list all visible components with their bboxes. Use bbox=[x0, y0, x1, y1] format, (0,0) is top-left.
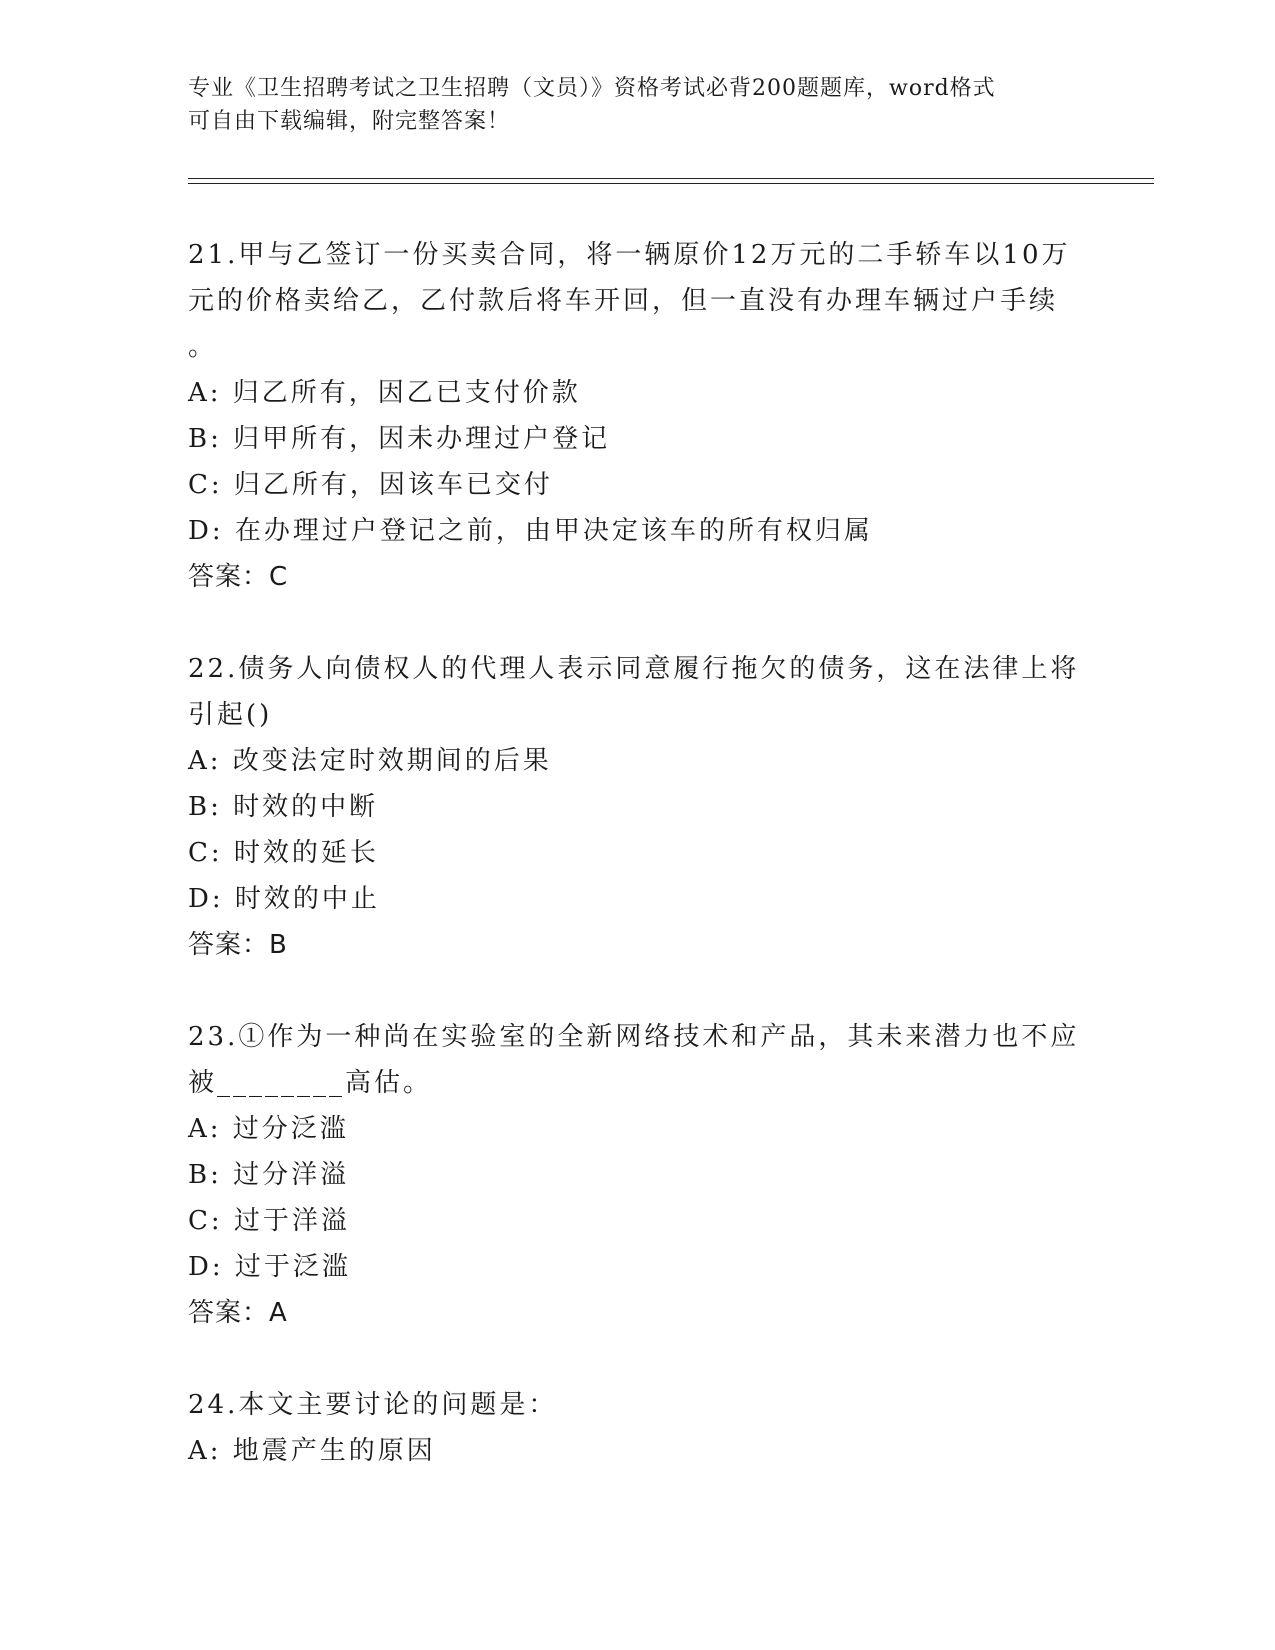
header-divider-top bbox=[188, 178, 1154, 179]
question-stem: 被________高估。 bbox=[188, 1068, 433, 1098]
option-a: A: 改变法定时效期间的后果 bbox=[188, 746, 552, 776]
option-c: C: 过于洋溢 bbox=[188, 1206, 350, 1236]
answer-label: 答案：C bbox=[188, 562, 289, 592]
option-d: D: 过于泛滥 bbox=[188, 1252, 351, 1282]
question-stem: 23.①作为一种尚在实验室的全新网络技术和产品，其未来潜力也不应 bbox=[188, 1022, 1080, 1052]
question-stem: 。 bbox=[188, 332, 218, 362]
header-line: 专业《卫生招聘考试之卫生招聘（文员）》资格考试必背200题题库，word格式 bbox=[188, 76, 996, 101]
option-d: D: 在办理过户登记之前，由甲决定该车的所有权归属 bbox=[188, 516, 873, 546]
question-21 bbox=[188, 232, 1108, 600]
question-stem: 22.债务人向债权人的代理人表示同意履行拖欠的债务，这在法律上将 bbox=[188, 654, 1080, 684]
question-stem: 24.本文主要讨论的问题是： bbox=[188, 1390, 558, 1420]
document-header bbox=[188, 72, 1088, 138]
option-b: B: 归甲所有，因未办理过户登记 bbox=[188, 424, 611, 454]
question-stem: 元的价格卖给乙，乙付款后将车开回，但一直没有办理车辆过户手续 bbox=[188, 286, 1059, 316]
question-24 bbox=[188, 1382, 1108, 1474]
option-c: C: 归乙所有，因该车已交付 bbox=[188, 470, 553, 500]
question-stem: 21.甲与乙签订一份买卖合同，将一辆原价12万元的二手轿车以10万 bbox=[188, 240, 1071, 270]
header-line: 可自由下载编辑，附完整答案！ bbox=[188, 109, 511, 134]
option-a: A: 归乙所有，因乙已支付价款 bbox=[188, 378, 581, 408]
answer-label: 答案：A bbox=[188, 1298, 288, 1328]
option-d: D: 时效的中止 bbox=[188, 884, 380, 914]
question-list bbox=[188, 232, 1108, 1520]
question-stem: 引起() bbox=[188, 700, 273, 730]
header-divider-bottom bbox=[188, 183, 1154, 184]
option-c: C: 时效的延长 bbox=[188, 838, 379, 868]
answer-label: 答案：B bbox=[188, 930, 288, 960]
question-23 bbox=[188, 1014, 1108, 1336]
option-a: A: 过分泛滥 bbox=[188, 1114, 349, 1144]
option-b: B: 时效的中断 bbox=[188, 792, 379, 822]
option-a: A: 地震产生的原因 bbox=[188, 1436, 436, 1466]
question-22 bbox=[188, 646, 1108, 968]
option-b: B: 过分洋溢 bbox=[188, 1160, 350, 1190]
